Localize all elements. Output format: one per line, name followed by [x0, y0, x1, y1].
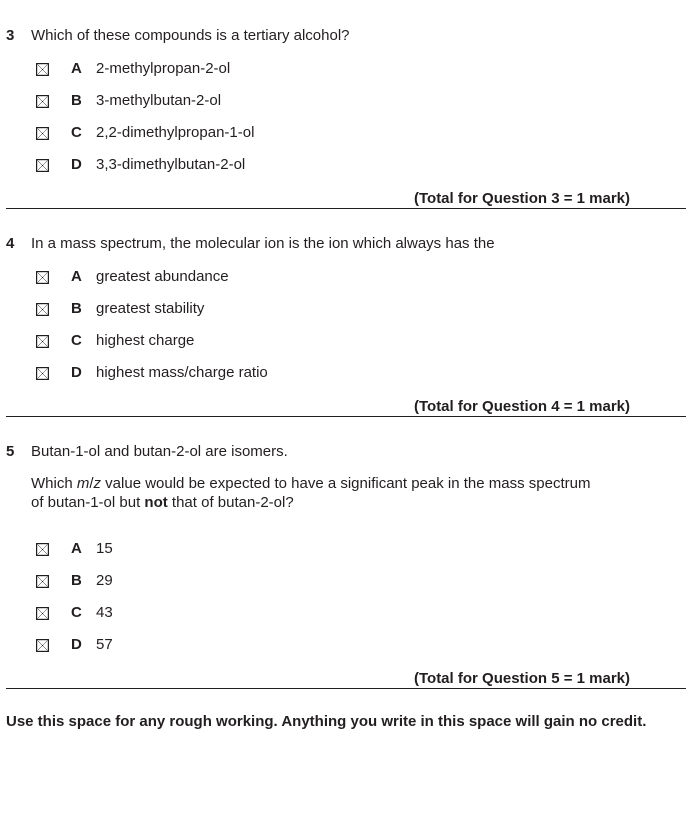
answer-checkbox[interactable] [36, 575, 49, 588]
option-a[interactable] [36, 539, 113, 559]
option-letter: A [71, 540, 82, 557]
option-c[interactable] [36, 331, 195, 351]
answer-checkbox[interactable] [36, 607, 49, 620]
option-letter: D [71, 636, 82, 653]
answer-checkbox[interactable] [36, 367, 49, 380]
question-total: (Total for Question 5 = 1 mark) [413, 670, 630, 687]
option-a[interactable] [36, 267, 229, 287]
prompt-text: of butan-1-ol but [31, 494, 145, 511]
option-text: greatest stability [96, 300, 205, 317]
divider [6, 208, 686, 209]
answer-checkbox[interactable] [36, 95, 49, 108]
option-b[interactable] [36, 571, 113, 591]
option-text: 29 [96, 572, 113, 589]
option-text: 15 [96, 540, 113, 557]
option-letter: C [71, 332, 82, 349]
answer-checkbox[interactable] [36, 63, 49, 76]
option-text: 3-methylbutan-2-ol [96, 92, 222, 109]
option-text: 2-methylpropan-2-ol [96, 60, 231, 77]
slash: / [89, 475, 94, 492]
option-text: highest mass/charge ratio [96, 364, 268, 381]
answer-checkbox[interactable] [36, 159, 49, 172]
answer-checkbox[interactable] [36, 639, 49, 652]
question-stem: In a mass spectrum, the molecular ion is the ion which always has the [31, 235, 495, 252]
question-number: 3 [6, 27, 15, 44]
divider [6, 688, 686, 689]
divider [6, 416, 686, 417]
z-symbol: z [93, 475, 102, 492]
option-c[interactable] [36, 603, 113, 623]
prompt-text: value would be expected to have a significant peak in the mass spectrum [101, 475, 591, 492]
option-letter: A [71, 268, 82, 285]
m-symbol: m [76, 475, 90, 492]
question-total: (Total for Question 3 = 1 mark) [413, 190, 630, 207]
question-stem: Which of these compounds is a tertiary alcohol? [31, 27, 350, 44]
emphasis-not: not [144, 494, 168, 511]
answer-checkbox[interactable] [36, 271, 49, 284]
option-b[interactable] [36, 91, 222, 111]
option-letter: C [71, 124, 82, 141]
option-d[interactable] [36, 635, 113, 655]
option-d[interactable] [36, 363, 268, 383]
option-d[interactable] [36, 155, 246, 175]
option-text: 57 [96, 636, 113, 653]
option-letter: A [71, 60, 82, 77]
option-letter: B [71, 300, 82, 317]
rough-working-notice: Use this space for any rough working. Anything you write in this space will gain no credit. [6, 713, 647, 730]
option-letter: D [71, 156, 82, 173]
option-text: 3,3-dimethylbutan-2-ol [96, 156, 246, 173]
answer-checkbox[interactable] [36, 335, 49, 348]
option-letter: C [71, 604, 82, 621]
answer-checkbox[interactable] [36, 303, 49, 316]
option-a[interactable] [36, 59, 231, 79]
option-letter: B [71, 92, 82, 109]
option-letter: D [71, 364, 82, 381]
option-text: greatest abundance [96, 268, 229, 285]
option-c[interactable] [36, 123, 255, 143]
option-letter: B [71, 572, 82, 589]
question-prompt-line-1 [31, 475, 590, 492]
question-prompt-line-2 [31, 494, 294, 511]
option-text: 43 [96, 604, 113, 621]
answer-checkbox[interactable] [36, 543, 49, 556]
option-b[interactable] [36, 299, 205, 319]
option-text: highest charge [96, 332, 195, 349]
prompt-text: that of butan-2-ol? [167, 494, 294, 511]
option-text: 2,2-dimethylpropan-1-ol [96, 124, 255, 141]
question-number: 4 [6, 235, 15, 252]
prompt-text: Which [31, 475, 77, 492]
question-number: 5 [6, 443, 15, 460]
question-total: (Total for Question 4 = 1 mark) [413, 398, 630, 415]
answer-checkbox[interactable] [36, 127, 49, 140]
question-stem: Butan-1-ol and butan-2-ol are isomers. [31, 443, 288, 460]
